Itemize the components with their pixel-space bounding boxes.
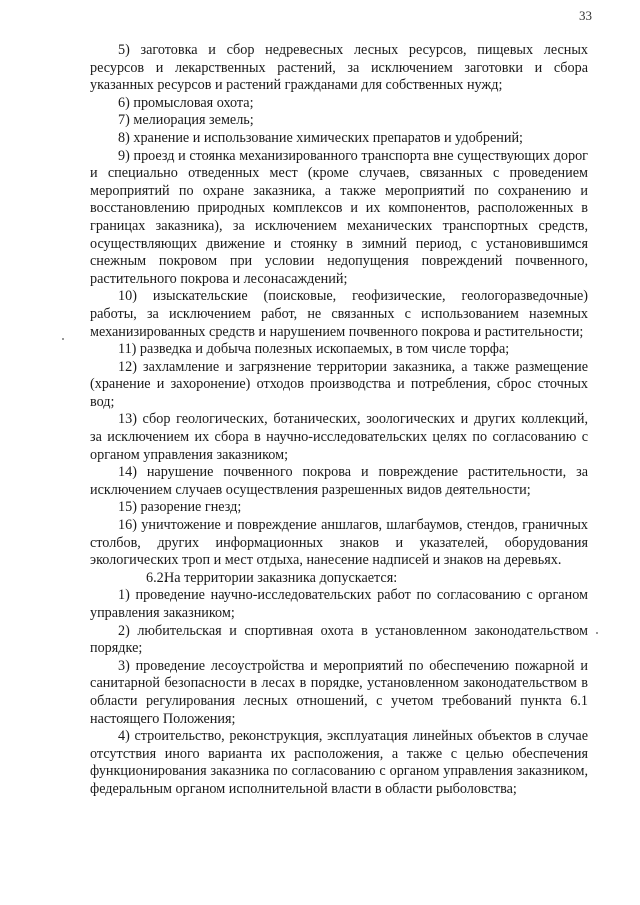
prohibited-item-16: 16) уничтожение и повреждение аншлагов, шлагбаумов, стендов, граничных столбов, других информационных знаков и указателей, оборудования экологических троп и мест отдыха, нанесение надписей и знаков на деревьях. <box>90 517 588 569</box>
prohibited-item-9: 9) проезд и стоянка механизированного транспорта вне существующих дорог и специально отведенных мест (кроме случаев, связанных с проведением мероприятий по охране заказника, а также мероприятий по сохранению и восстановлению природных комплексов и их компонентов, расположенных в границах заказника), за исключением механических транспортных средств, осуществляющих движение и стоянку в зимний период, с установившимся снежным покровом при условии недопущения повреждений почвенного, растительного покрова и лесонасаждений; <box>90 147 588 287</box>
prohibited-item-5: 5) заготовка и сбор недревесных лесных ресурсов, пищевых лесных ресурсов и лекарственных растений, за исключением заготовки и сбора указанных ресурсов и растений гражданами для собственных нужд; <box>90 42 588 94</box>
document-body <box>90 42 588 799</box>
prohibited-item-12: 12) захламление и загрязнение территории заказника, а также размещение (хранение и захоронение) отходов производства и потребления, сброс сточных вод; <box>90 358 588 410</box>
allowed-item-4: 4) строительство, реконструкция, эксплуатация линейных объектов в случае отсутствия иного варианта их расположения, а также с целью обеспечения функционирования заказника по согласованию с органом управления заказником, федеральным органом исполнительной власти в области рыболовства; <box>90 728 588 797</box>
prohibited-item-8: 8) хранение и использование химических препаратов и удобрений; <box>118 129 523 146</box>
scan-speck <box>596 632 598 634</box>
page-number: 33 <box>579 8 592 23</box>
section-title: На территории заказника допускается: <box>164 569 398 586</box>
allowed-item-1: 1) проведение научно-исследовательских работ по согласованию с органом управления заказником; <box>90 587 588 621</box>
allowed-item-3: 3) проведение лесоустройства и мероприятий по обеспечению пожарной и санитарной безопасности в лесах в порядке, установленном законодательством в области регулирования лесных отношений, с учетом требований пункта 6.1 настоящего Положения; <box>90 657 588 727</box>
prohibited-item-13: 13) сбор геологических, ботанических, зоологических и других коллекций, за исключением их сбора в научно-исследовательских целях по согласованию с органом управления заказником; <box>90 411 588 463</box>
prohibited-item-7: 7) мелиорация земель; <box>118 112 254 129</box>
scan-speck <box>62 338 64 340</box>
prohibited-item-15: 15) разорение гнезд; <box>118 499 242 516</box>
prohibited-item-10: 10) изыскательские (поисковые, геофизические, геологоразведочные) работы, за исключением работ, не связанных с использованием наземных механизированных средств и нарушением почвенного покрова и растительности; <box>90 288 588 340</box>
allowed-item-2: 2) любительская и спортивная охота в установленном законодательством порядке; <box>90 622 588 657</box>
prohibited-item-14: 14) нарушение почвенного покрова и повреждение растительности, за исключением случаев осуществления разрешенных видов деятельности; <box>90 464 588 498</box>
section-heading <box>90 570 588 588</box>
prohibited-item-11: 11) разведка и добыча полезных ископаемых, в том числе торфа; <box>118 341 510 358</box>
section-number: 6.2. <box>146 569 168 586</box>
prohibited-item-6: 6) промысловая охота; <box>118 94 254 111</box>
